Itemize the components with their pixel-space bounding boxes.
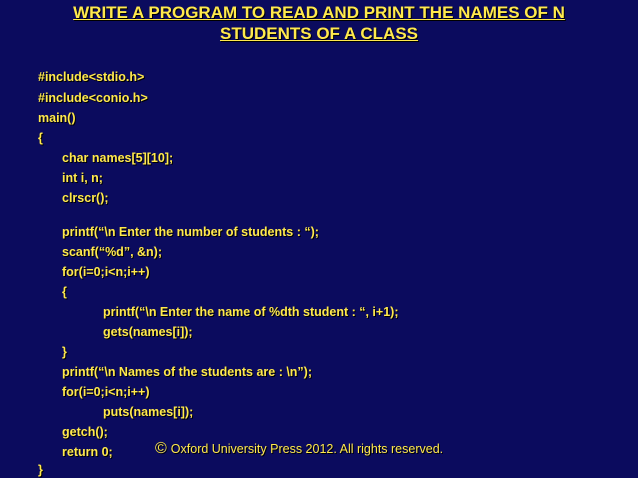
copyright-notice [155, 440, 443, 458]
code-line-loop-open: { [62, 285, 67, 299]
slide-title-line-1: WRITE A PROGRAM TO READ AND PRINT THE NAMES OF N [73, 3, 565, 22]
code-line-puts: puts(names[i]); [103, 405, 194, 419]
code-line-close-brace: } [38, 463, 43, 477]
code-line-declare-ints: int i, n; [62, 171, 103, 185]
code-line-printf-prompt: printf(“\n Enter the number of students : “); [62, 225, 319, 239]
code-line-include-stdio: #include<stdio.h> [38, 70, 145, 84]
slide-title-line-2: STUDENTS OF A CLASS [219, 24, 419, 43]
code-line-printf-name: printf(“\n Enter the name of %dth student : “, i+1); [103, 305, 399, 319]
code-line-scanf: scanf(“%d”, &n); [62, 245, 162, 259]
code-line-include-conio: #include<conio.h> [38, 91, 148, 105]
copyright-text: Oxford University Press 2012. All rights reserved. [170, 442, 444, 456]
code-line-for-print: for(i=0;i<n;i++) [62, 385, 150, 399]
code-line-declare-names: char names[5][10]; [62, 151, 174, 165]
code-line-open-brace: { [38, 131, 43, 145]
code-line-return: return 0; [62, 445, 113, 459]
copyright-icon: © [155, 440, 167, 457]
code-line-getch: getch(); [62, 425, 108, 439]
code-line-main: main() [38, 111, 76, 125]
code-line-gets: gets(names[i]); [103, 325, 193, 339]
code-line-printf-header: printf(“\n Names of the students are : \n”); [62, 365, 313, 379]
code-line-loop-close: } [62, 345, 67, 359]
code-line-clrscr: clrscr(); [62, 191, 109, 205]
code-line-for-read: for(i=0;i<n;i++) [62, 265, 150, 279]
